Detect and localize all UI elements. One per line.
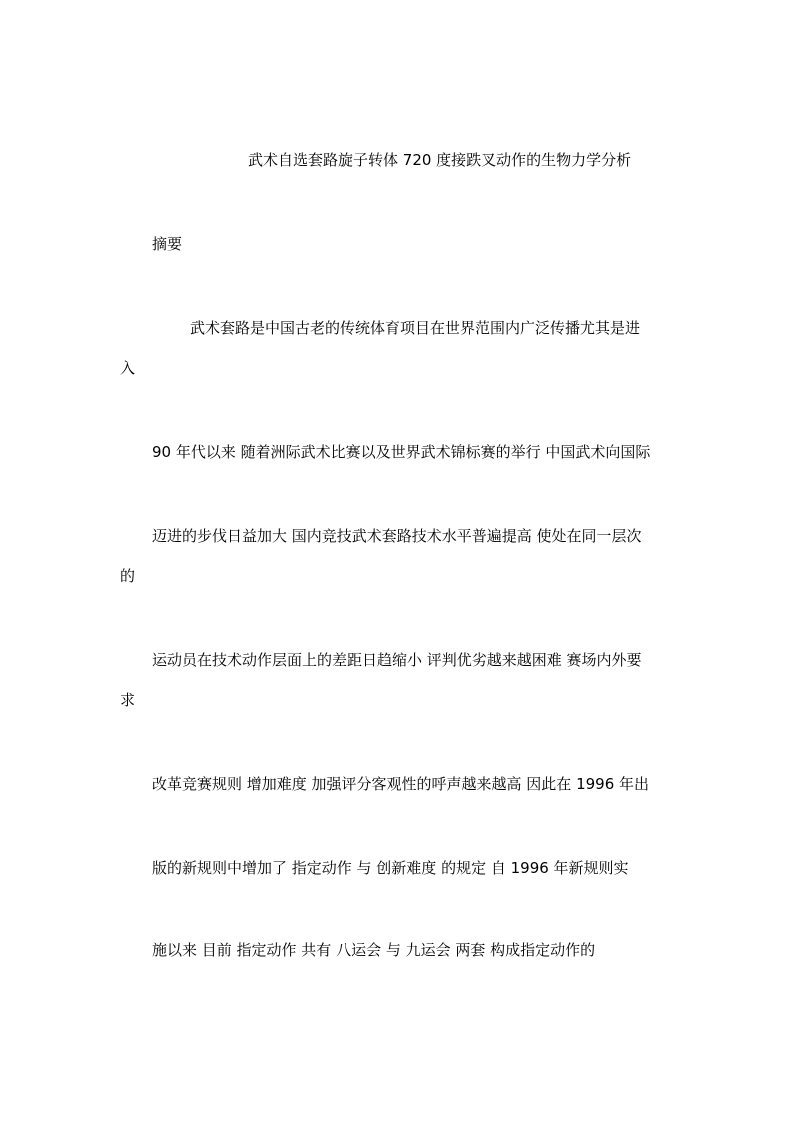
body-line: 版的新规则中增加了 指定动作 与 创新难度 的规定 自 1996 年新规则实: [152, 859, 629, 877]
body-line: 改革竞赛规则 增加难度 加强评分客观性的呼声越来越高 因此在 1996 年出: [152, 775, 650, 793]
body-line: 的: [120, 567, 136, 585]
body-line: 迈进的步伐日益加大 国内竞技武术套路技术水平普遍提高 使处在同一层次: [152, 527, 642, 545]
document-title: 武术自选套路旋子转体 720 度接跌叉动作的生物力学分析: [248, 151, 632, 169]
body-line: 运动员在技术动作层面上的差距日趋缩小 评判优劣越来越困难 赛场内外要: [152, 651, 642, 669]
body-line: 入: [120, 359, 136, 377]
abstract-heading: 摘要: [152, 235, 183, 253]
body-line: 求: [120, 691, 136, 709]
body-line: 施以来 目前 指定动作 共有 八运会 与 九运会 两套 构成指定动作的: [152, 941, 596, 959]
body-line: 90 年代以来 随着洲际武术比赛以及世界武术锦标赛的举行 中国武术向国际: [152, 443, 651, 461]
body-line: 武术套路是中国古老的传统体育项目在世界范围内广泛传播尤其是进: [190, 319, 641, 337]
